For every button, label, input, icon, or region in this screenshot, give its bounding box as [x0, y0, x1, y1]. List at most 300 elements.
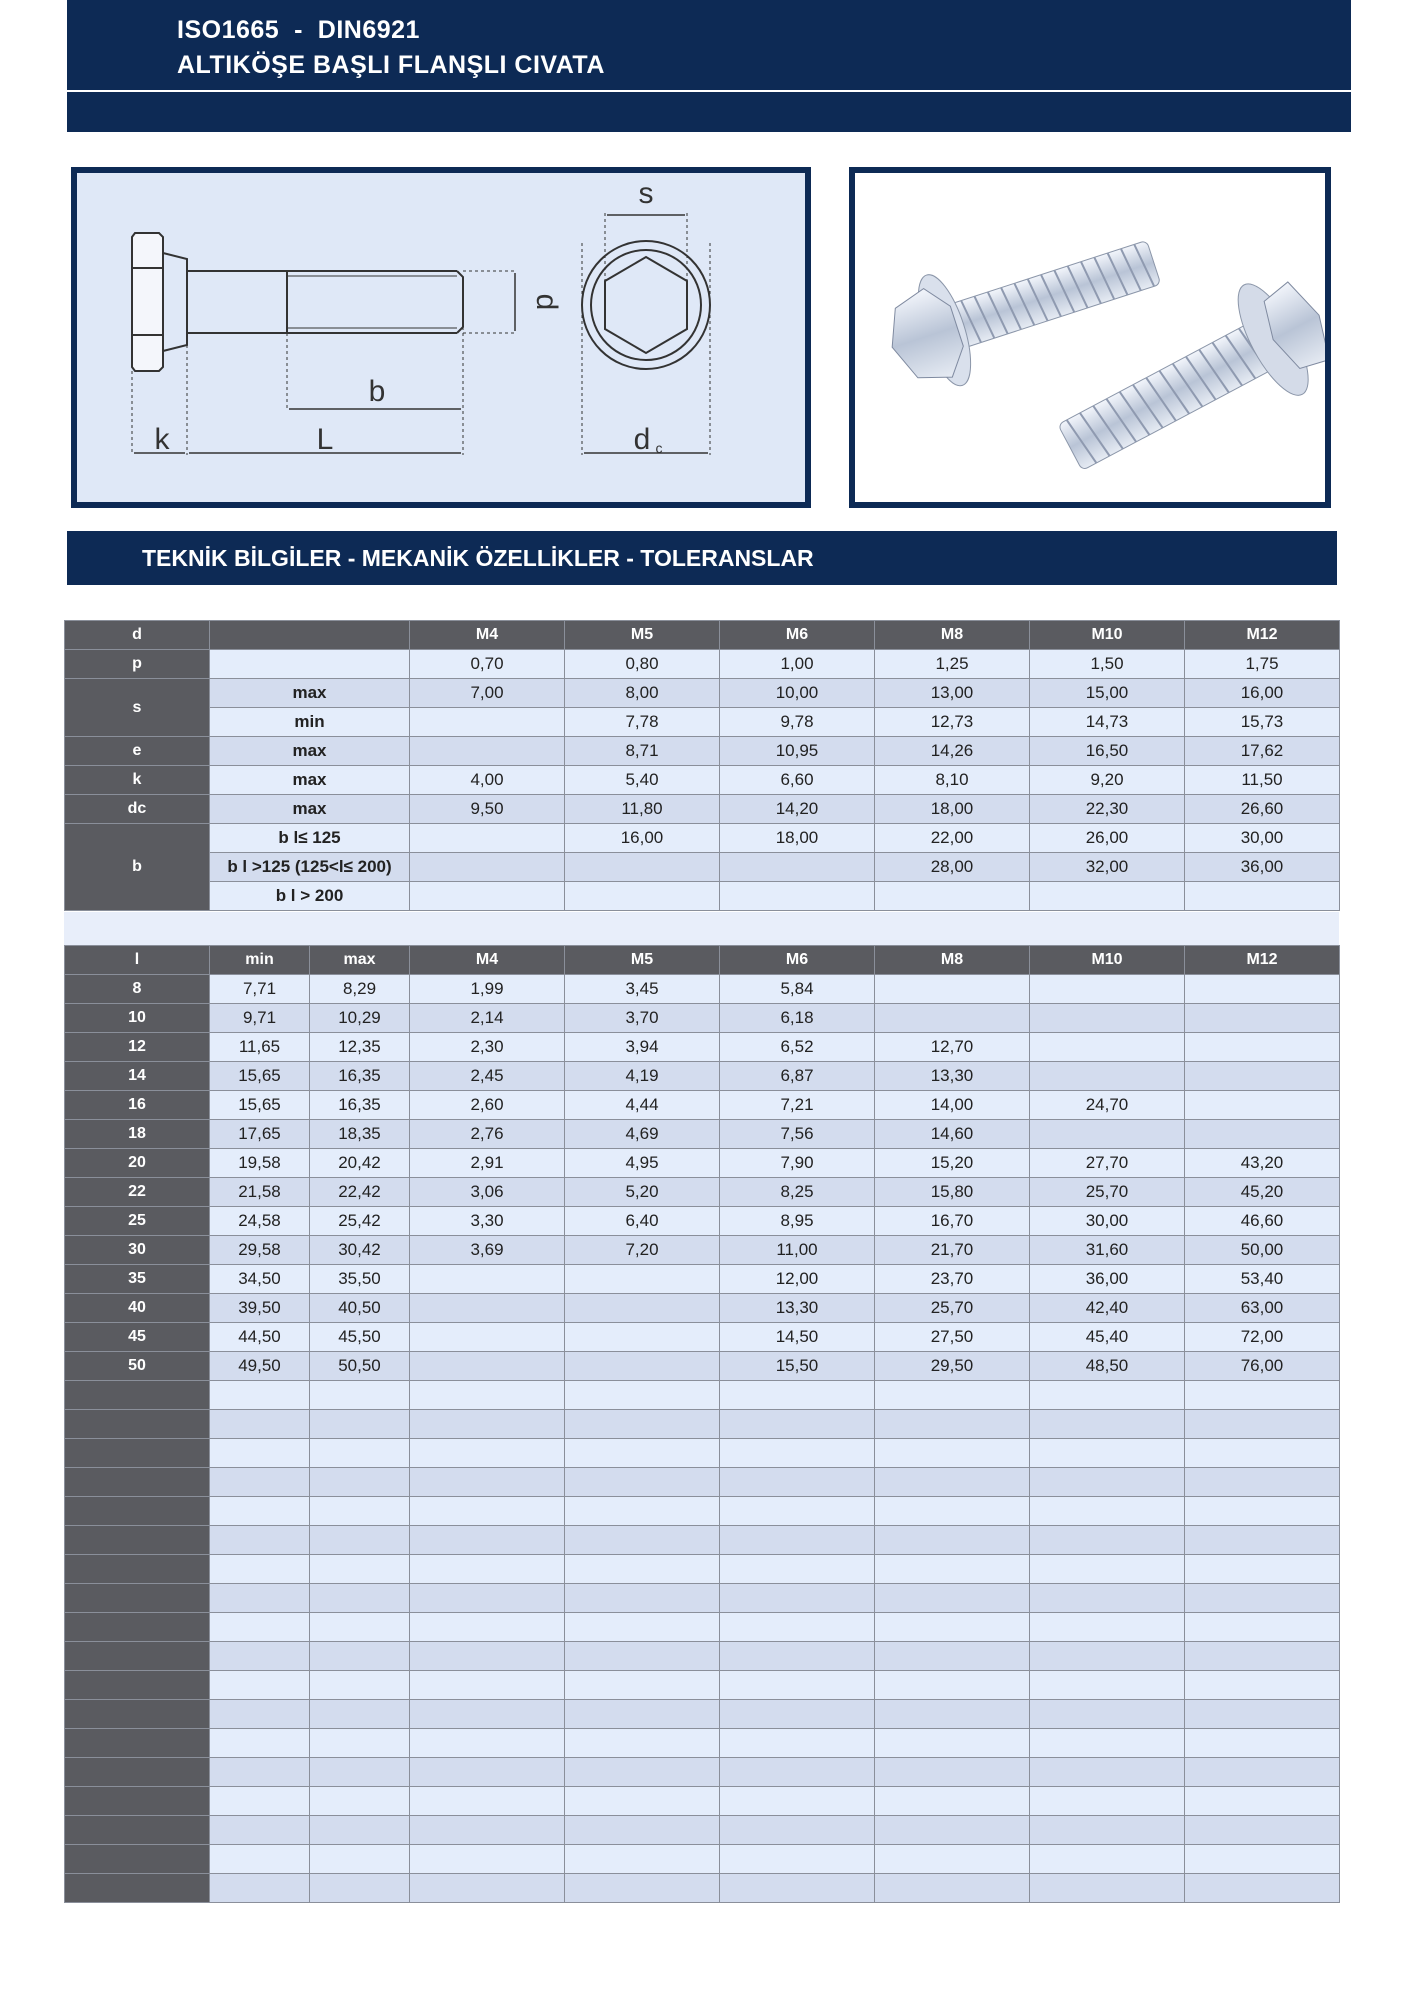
length-label — [65, 1584, 210, 1613]
empty-cell — [410, 1758, 565, 1787]
empty-cell — [1030, 1439, 1185, 1468]
value-cell: 15,50 — [720, 1352, 875, 1381]
value-cell: 17,62 — [1185, 737, 1340, 766]
value-cell: 13,00 — [875, 679, 1030, 708]
empty-cell — [210, 1787, 310, 1816]
empty-cell — [310, 1671, 410, 1700]
label-dc: d — [633, 423, 651, 456]
value-cell: 46,60 — [1185, 1207, 1340, 1236]
min-cell: 11,65 — [210, 1033, 310, 1062]
length-label — [65, 1642, 210, 1671]
empty-cell — [565, 1584, 720, 1613]
table-row — [65, 1062, 1340, 1091]
value-cell: 1,25 — [875, 650, 1030, 679]
empty-cell — [410, 1439, 565, 1468]
value-cell: 24,70 — [1030, 1091, 1185, 1120]
value-cell: 26,60 — [1185, 795, 1340, 824]
empty-cell — [1185, 1874, 1340, 1903]
header-cell-size: M4 — [410, 621, 565, 650]
empty-row — [65, 1671, 1340, 1700]
length-label — [65, 1497, 210, 1526]
value-cell — [410, 1294, 565, 1323]
value-cell: 2,76 — [410, 1120, 565, 1149]
value-cell — [1030, 1004, 1185, 1033]
empty-cell — [310, 1816, 410, 1845]
table-row — [65, 1004, 1340, 1033]
length-label: 50 — [65, 1352, 210, 1381]
empty-cell — [720, 1497, 875, 1526]
empty-cell — [875, 1758, 1030, 1787]
value-cell: 15,20 — [875, 1149, 1030, 1178]
value-cell: 4,69 — [565, 1120, 720, 1149]
table-row — [65, 1265, 1340, 1294]
length-label: 14 — [65, 1062, 210, 1091]
value-cell — [1185, 1120, 1340, 1149]
value-cell: 14,73 — [1030, 708, 1185, 737]
value-cell: 16,00 — [565, 824, 720, 853]
empty-cell — [875, 1439, 1030, 1468]
length-label — [65, 1381, 210, 1410]
value-cell: 3,70 — [565, 1004, 720, 1033]
empty-cell — [1185, 1845, 1340, 1874]
empty-cell — [1185, 1526, 1340, 1555]
empty-cell — [1185, 1816, 1340, 1845]
empty-cell — [720, 1874, 875, 1903]
value-cell — [565, 1294, 720, 1323]
empty-cell — [875, 1671, 1030, 1700]
empty-cell — [565, 1816, 720, 1845]
empty-cell — [565, 1642, 720, 1671]
value-cell: 22,00 — [875, 824, 1030, 853]
value-cell: 1,50 — [1030, 650, 1185, 679]
row-sublabel: max — [210, 795, 410, 824]
header-divider — [67, 90, 1351, 92]
empty-cell — [1185, 1729, 1340, 1758]
empty-cell — [1185, 1381, 1340, 1410]
empty-cell — [720, 1526, 875, 1555]
empty-cell — [210, 1613, 310, 1642]
empty-cell — [410, 1410, 565, 1439]
empty-cell — [310, 1642, 410, 1671]
header-cell-size: M5 — [565, 621, 720, 650]
empty-cell — [310, 1468, 410, 1497]
value-cell: 72,00 — [1185, 1323, 1340, 1352]
empty-cell — [1185, 1642, 1340, 1671]
empty-cell — [1030, 1642, 1185, 1671]
empty-row — [65, 1816, 1340, 1845]
value-cell — [410, 1265, 565, 1294]
empty-row — [65, 1584, 1340, 1613]
table-spacer — [64, 912, 1339, 945]
row-label: b — [65, 824, 210, 911]
length-label — [65, 1758, 210, 1787]
empty-cell — [720, 1700, 875, 1729]
empty-cell — [1185, 1555, 1340, 1584]
value-cell — [1030, 1033, 1185, 1062]
header-cell-min: min — [210, 946, 310, 975]
empty-cell — [720, 1642, 875, 1671]
value-cell — [410, 708, 565, 737]
empty-cell — [720, 1410, 875, 1439]
label-s: s — [638, 177, 654, 210]
value-cell — [410, 1352, 565, 1381]
value-cell: 42,40 — [1030, 1294, 1185, 1323]
value-cell: 8,10 — [875, 766, 1030, 795]
value-cell — [565, 1265, 720, 1294]
value-cell: 3,69 — [410, 1236, 565, 1265]
empty-cell — [310, 1526, 410, 1555]
empty-row — [65, 1729, 1340, 1758]
value-cell: 16,50 — [1030, 737, 1185, 766]
empty-cell — [565, 1729, 720, 1758]
empty-cell — [310, 1845, 410, 1874]
value-cell — [875, 882, 1030, 911]
value-cell: 21,70 — [875, 1236, 1030, 1265]
value-cell: 6,52 — [720, 1033, 875, 1062]
length-weight-table — [64, 945, 1340, 1903]
empty-row — [65, 1642, 1340, 1671]
value-cell: 9,78 — [720, 708, 875, 737]
value-cell: 28,00 — [875, 853, 1030, 882]
value-cell: 22,30 — [1030, 795, 1185, 824]
max-cell: 8,29 — [310, 975, 410, 1004]
value-cell: 11,80 — [565, 795, 720, 824]
empty-row — [65, 1381, 1340, 1410]
empty-cell — [875, 1700, 1030, 1729]
empty-cell — [1185, 1584, 1340, 1613]
row-sublabel: max — [210, 766, 410, 795]
value-cell: 6,87 — [720, 1062, 875, 1091]
min-cell: 39,50 — [210, 1294, 310, 1323]
row-sublabel — [210, 650, 410, 679]
value-cell: 30,00 — [1030, 1207, 1185, 1236]
value-cell: 18,00 — [720, 824, 875, 853]
empty-row — [65, 1468, 1340, 1497]
table-row — [65, 766, 1340, 795]
empty-cell — [565, 1874, 720, 1903]
value-cell: 3,30 — [410, 1207, 565, 1236]
empty-cell — [1030, 1816, 1185, 1845]
empty-cell — [720, 1439, 875, 1468]
table-row — [65, 882, 1340, 911]
length-label: 8 — [65, 975, 210, 1004]
value-cell: 2,14 — [410, 1004, 565, 1033]
empty-cell — [875, 1642, 1030, 1671]
empty-cell — [310, 1439, 410, 1468]
min-cell: 15,65 — [210, 1062, 310, 1091]
length-label: 22 — [65, 1178, 210, 1207]
value-cell — [720, 853, 875, 882]
empty-cell — [210, 1845, 310, 1874]
value-cell: 6,18 — [720, 1004, 875, 1033]
empty-cell — [310, 1874, 410, 1903]
empty-cell — [410, 1874, 565, 1903]
value-cell — [875, 1004, 1030, 1033]
header-banner — [67, 0, 1351, 132]
table-row — [65, 1120, 1340, 1149]
length-label — [65, 1874, 210, 1903]
row-sublabel: min — [210, 708, 410, 737]
empty-cell — [875, 1381, 1030, 1410]
value-cell: 15,73 — [1185, 708, 1340, 737]
value-cell — [720, 882, 875, 911]
section-title: TEKNİK BİLGİLER - MEKANİK ÖZELLİKLER - TOLERANSLAR — [142, 545, 814, 571]
value-cell: 4,19 — [565, 1062, 720, 1091]
empty-cell — [875, 1526, 1030, 1555]
empty-cell — [565, 1410, 720, 1439]
value-cell — [1185, 1062, 1340, 1091]
empty-cell — [210, 1729, 310, 1758]
empty-cell — [720, 1729, 875, 1758]
empty-cell — [565, 1497, 720, 1526]
value-cell: 3,94 — [565, 1033, 720, 1062]
min-cell: 7,71 — [210, 975, 310, 1004]
value-cell: 8,00 — [565, 679, 720, 708]
empty-cell — [875, 1729, 1030, 1758]
empty-cell — [1030, 1381, 1185, 1410]
empty-cell — [720, 1555, 875, 1584]
empty-cell — [875, 1816, 1030, 1845]
max-cell: 45,50 — [310, 1323, 410, 1352]
empty-cell — [720, 1816, 875, 1845]
value-cell: 1,99 — [410, 975, 565, 1004]
header-cell-size: M4 — [410, 946, 565, 975]
value-cell: 18,00 — [875, 795, 1030, 824]
header-cell-size: M6 — [720, 621, 875, 650]
dimensions-table — [64, 620, 1340, 911]
length-label — [65, 1845, 210, 1874]
max-cell: 50,50 — [310, 1352, 410, 1381]
empty-cell — [1030, 1729, 1185, 1758]
empty-cell — [1030, 1410, 1185, 1439]
value-cell: 4,00 — [410, 766, 565, 795]
empty-cell — [310, 1497, 410, 1526]
empty-cell — [1185, 1410, 1340, 1439]
table-row — [65, 1091, 1340, 1120]
value-cell — [410, 824, 565, 853]
empty-cell — [1030, 1845, 1185, 1874]
value-cell: 10,00 — [720, 679, 875, 708]
table-row — [65, 1149, 1340, 1178]
value-cell — [1185, 975, 1340, 1004]
value-cell: 11,50 — [1185, 766, 1340, 795]
header-cell-d: d — [65, 621, 210, 650]
empty-cell — [1185, 1700, 1340, 1729]
value-cell: 15,00 — [1030, 679, 1185, 708]
row-label: s — [65, 679, 210, 737]
value-cell: 36,00 — [1030, 1265, 1185, 1294]
max-cell: 10,29 — [310, 1004, 410, 1033]
value-cell: 13,30 — [875, 1062, 1030, 1091]
header-cell-size: M12 — [1185, 946, 1340, 975]
length-label — [65, 1816, 210, 1845]
empty-cell — [310, 1700, 410, 1729]
header-cell-size: M6 — [720, 946, 875, 975]
empty-cell — [565, 1787, 720, 1816]
empty-cell — [310, 1410, 410, 1439]
empty-cell — [1030, 1874, 1185, 1903]
value-cell: 29,50 — [875, 1352, 1030, 1381]
max-cell: 25,42 — [310, 1207, 410, 1236]
max-cell: 30,42 — [310, 1236, 410, 1265]
table-row — [65, 1352, 1340, 1381]
min-cell: 44,50 — [210, 1323, 310, 1352]
value-cell: 2,30 — [410, 1033, 565, 1062]
empty-cell — [1185, 1787, 1340, 1816]
empty-cell — [1185, 1671, 1340, 1700]
empty-cell — [875, 1555, 1030, 1584]
empty-cell — [1030, 1758, 1185, 1787]
length-label — [65, 1700, 210, 1729]
row-label: p — [65, 650, 210, 679]
empty-cell — [875, 1874, 1030, 1903]
table-row — [65, 853, 1340, 882]
empty-cell — [1030, 1555, 1185, 1584]
length-label — [65, 1787, 210, 1816]
label-b: b — [368, 375, 386, 408]
row-sublabel: b l > 200 — [210, 882, 410, 911]
empty-cell — [410, 1787, 565, 1816]
empty-cell — [565, 1671, 720, 1700]
value-cell: 7,20 — [565, 1236, 720, 1265]
table-row — [65, 1207, 1340, 1236]
empty-cell — [410, 1468, 565, 1497]
value-cell: 0,70 — [410, 650, 565, 679]
value-cell — [410, 882, 565, 911]
empty-cell — [875, 1410, 1030, 1439]
length-label — [65, 1526, 210, 1555]
max-cell: 16,35 — [310, 1062, 410, 1091]
min-cell: 17,65 — [210, 1120, 310, 1149]
length-label: 10 — [65, 1004, 210, 1033]
empty-cell — [720, 1468, 875, 1497]
value-cell: 7,56 — [720, 1120, 875, 1149]
min-cell: 15,65 — [210, 1091, 310, 1120]
max-cell: 12,35 — [310, 1033, 410, 1062]
value-cell: 23,70 — [875, 1265, 1030, 1294]
value-cell — [1030, 1120, 1185, 1149]
empty-cell — [410, 1613, 565, 1642]
value-cell: 9,20 — [1030, 766, 1185, 795]
length-label — [65, 1671, 210, 1700]
row-sublabel: max — [210, 737, 410, 766]
table-row — [65, 1323, 1340, 1352]
length-label: 45 — [65, 1323, 210, 1352]
empty-cell — [875, 1845, 1030, 1874]
table-header-row — [65, 946, 1340, 975]
table-row — [65, 1294, 1340, 1323]
empty-cell — [1185, 1497, 1340, 1526]
empty-cell — [210, 1468, 310, 1497]
table-header-row — [65, 621, 1340, 650]
value-cell — [565, 853, 720, 882]
value-cell: 14,26 — [875, 737, 1030, 766]
max-cell: 35,50 — [310, 1265, 410, 1294]
empty-cell — [1185, 1439, 1340, 1468]
header-cell-empty — [210, 621, 410, 650]
section-title-bar — [67, 531, 1337, 585]
empty-row — [65, 1845, 1340, 1874]
value-cell: 7,78 — [565, 708, 720, 737]
empty-cell — [875, 1613, 1030, 1642]
value-cell: 30,00 — [1185, 824, 1340, 853]
max-cell: 22,42 — [310, 1178, 410, 1207]
empty-cell — [310, 1729, 410, 1758]
value-cell: 3,06 — [410, 1178, 565, 1207]
empty-cell — [875, 1497, 1030, 1526]
empty-cell — [875, 1584, 1030, 1613]
value-cell — [410, 737, 565, 766]
empty-cell — [410, 1526, 565, 1555]
min-cell: 24,58 — [210, 1207, 310, 1236]
value-cell: 76,00 — [1185, 1352, 1340, 1381]
empty-cell — [410, 1816, 565, 1845]
value-cell: 7,21 — [720, 1091, 875, 1120]
length-label: 40 — [65, 1294, 210, 1323]
empty-cell — [410, 1555, 565, 1584]
empty-cell — [720, 1758, 875, 1787]
product-photo-panel — [849, 167, 1331, 508]
table-row — [65, 824, 1340, 853]
header-product-name: ALTIKÖŞE BAŞLI FLANŞLI CIVATA — [177, 51, 605, 79]
value-cell: 31,60 — [1030, 1236, 1185, 1265]
value-cell: 8,71 — [565, 737, 720, 766]
value-cell: 2,91 — [410, 1149, 565, 1178]
empty-cell — [310, 1555, 410, 1584]
empty-cell — [210, 1671, 310, 1700]
label-L: L — [316, 423, 334, 456]
empty-cell — [875, 1787, 1030, 1816]
empty-cell — [1030, 1671, 1185, 1700]
row-label: dc — [65, 795, 210, 824]
value-cell: 16,00 — [1185, 679, 1340, 708]
row-sublabel: max — [210, 679, 410, 708]
header-cell-size: M12 — [1185, 621, 1340, 650]
empty-cell — [875, 1468, 1030, 1497]
value-cell: 7,00 — [410, 679, 565, 708]
value-cell: 50,00 — [1185, 1236, 1340, 1265]
empty-cell — [210, 1816, 310, 1845]
technical-drawing-panel — [71, 167, 811, 508]
header-cell-size: M10 — [1030, 946, 1185, 975]
value-cell — [1185, 1033, 1340, 1062]
value-cell: 14,20 — [720, 795, 875, 824]
empty-cell — [310, 1758, 410, 1787]
length-label — [65, 1410, 210, 1439]
value-cell: 10,95 — [720, 737, 875, 766]
table-row — [65, 679, 1340, 708]
row-sublabel: b l >125 (125<l≤ 200) — [210, 853, 410, 882]
row-label: e — [65, 737, 210, 766]
row-label: k — [65, 766, 210, 795]
empty-cell — [720, 1613, 875, 1642]
value-cell: 5,20 — [565, 1178, 720, 1207]
value-cell — [875, 975, 1030, 1004]
empty-cell — [210, 1642, 310, 1671]
empty-cell — [210, 1584, 310, 1613]
value-cell: 4,44 — [565, 1091, 720, 1120]
table-row — [65, 795, 1340, 824]
value-cell — [1185, 882, 1340, 911]
value-cell: 14,00 — [875, 1091, 1030, 1120]
length-label — [65, 1555, 210, 1584]
header-cell-size: M8 — [875, 946, 1030, 975]
value-cell: 13,30 — [720, 1294, 875, 1323]
value-cell — [1030, 1062, 1185, 1091]
empty-cell — [210, 1381, 310, 1410]
length-label: 18 — [65, 1120, 210, 1149]
value-cell: 16,70 — [875, 1207, 1030, 1236]
